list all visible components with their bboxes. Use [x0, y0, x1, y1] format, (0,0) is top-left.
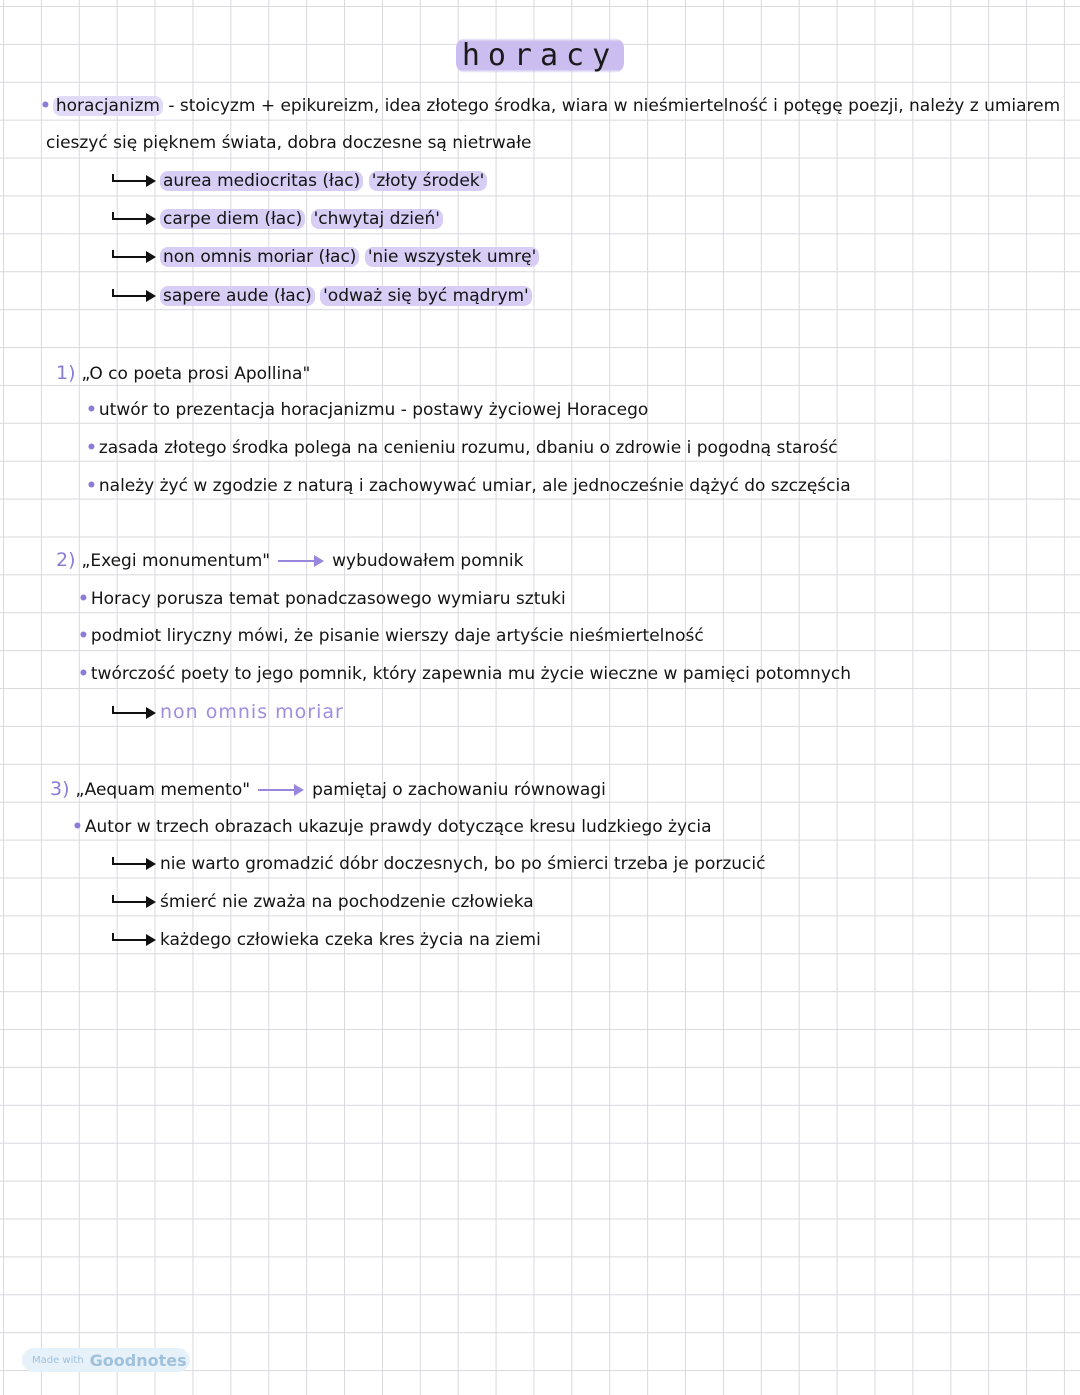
section-translation: pamiętaj o zachowaniu równowagi [312, 780, 606, 800]
intro-item-meaning: 'nie wszystek umrę' [365, 247, 539, 267]
page-title [0, 36, 1080, 76]
intro-item-phrase: carpe diem (łac) [160, 209, 305, 229]
intro-term: horacjanizm [53, 96, 163, 116]
intro-item-phrase: sapere aude (łac) [160, 286, 315, 306]
intro-item-phrase: aurea mediocritas (łac) [160, 171, 363, 191]
section-number: 2) [56, 549, 76, 571]
intro-item-meaning: 'odważ się być mądrym' [320, 286, 532, 306]
section-number: 1) [56, 362, 76, 384]
section-bullet [86, 474, 851, 498]
intro-item [112, 284, 532, 308]
intro-item-meaning: 'chwytaj dzień' [311, 209, 443, 229]
section-title: „Aequam memento" [75, 780, 251, 800]
bullet-text: należy żyć w zgodzie z naturą i zachowywać umiar, ale jednocześnie dążyć do szczęścia [98, 476, 851, 496]
bullet-text: twórczość poety to jego pomnik, który zapewnia mu życie wieczne w pamięci potomnych [90, 664, 852, 684]
goodnotes-badge [22, 1348, 190, 1372]
bullet-text: utwór to prezentacja horacjanizmu - postawy życiowej Horacego [98, 400, 649, 420]
bullet-dot: • [86, 438, 97, 458]
section-sub-item [112, 700, 344, 725]
bullet-text: podmiot liryczny mówi, że pisanie wierszy daje artyście nieśmiertelność [90, 626, 704, 646]
bullet-dot: • [78, 626, 89, 646]
intro-item [112, 207, 443, 231]
arrow-icon [112, 251, 156, 263]
intro-line-2: cieszyć się pięknem świata, dobra doczesne są nietrwałe [46, 133, 532, 153]
section-translation: wybudowałem pomnik [332, 551, 524, 571]
arrow-icon [258, 784, 304, 796]
sub-item-text: nie warto gromadzić dóbr doczesnych, bo po śmierci trzeba je porzucić [160, 854, 766, 874]
bullet-text: zasada złotego środka polega na cenieniu rozumu, dbaniu o zdrowie i pogodną starość [98, 438, 838, 458]
badge-made-with: Made with [32, 1354, 84, 1366]
section-bullet [86, 398, 648, 422]
bullet-text: Horacy porusza temat ponadczasowego wymiaru sztuki [90, 589, 566, 609]
goodnotes-logo: Goodnotes [89, 1350, 187, 1370]
intro-item [112, 169, 487, 193]
intro-item [112, 245, 539, 269]
intro-item-phrase: non omnis moriar (łac) [160, 247, 359, 267]
bullet-dot: • [78, 664, 89, 684]
arrow-icon [112, 707, 156, 719]
bullet-dot: • [86, 400, 97, 420]
section-number: 3) [50, 778, 70, 800]
intro-line-1 [40, 94, 1060, 118]
section-title: „Exegi monumentum" [81, 551, 271, 571]
arrow-icon [112, 175, 156, 187]
section-heading [56, 361, 310, 386]
section-sub-item [112, 852, 765, 876]
section-bullet [72, 815, 712, 839]
sub-item-text: każdego człowieka czeka kres życia na ziemi [160, 930, 541, 950]
arrow-icon [112, 896, 156, 908]
arrow-icon [112, 858, 156, 870]
sub-item-text: śmierć nie zważa na pochodzenie człowieka [160, 892, 534, 912]
bullet-dot: • [40, 96, 51, 116]
intro-item-meaning: 'złoty środek' [369, 171, 488, 191]
arrow-icon [112, 934, 156, 946]
sub-item-text: non omnis moriar [160, 701, 344, 723]
section-sub-item [112, 928, 541, 952]
section-title: „O co poeta prosi Apollina" [81, 364, 311, 384]
bullet-text: Autor w trzech obrazach ukazuje prawdy dotyczące kresu ludzkiego życia [84, 817, 712, 837]
title-highlight: horacy [456, 38, 624, 73]
section-bullet [86, 436, 838, 460]
section-bullet [78, 624, 704, 648]
section-bullet [78, 662, 851, 686]
arrow-icon [112, 290, 156, 302]
bullet-dot: • [86, 476, 97, 496]
intro-definition: - stoicyzm + epikureizm, idea złotego środka, wiara w nieśmiertelność i potęgę poezji, należy z umiarem [168, 96, 1061, 116]
arrow-icon [278, 555, 324, 567]
section-heading [50, 777, 606, 802]
arrow-icon [112, 213, 156, 225]
section-bullet [78, 587, 566, 611]
bullet-dot: • [78, 589, 89, 609]
bullet-dot: • [72, 817, 83, 837]
section-sub-item [112, 890, 534, 914]
section-heading [56, 548, 524, 573]
